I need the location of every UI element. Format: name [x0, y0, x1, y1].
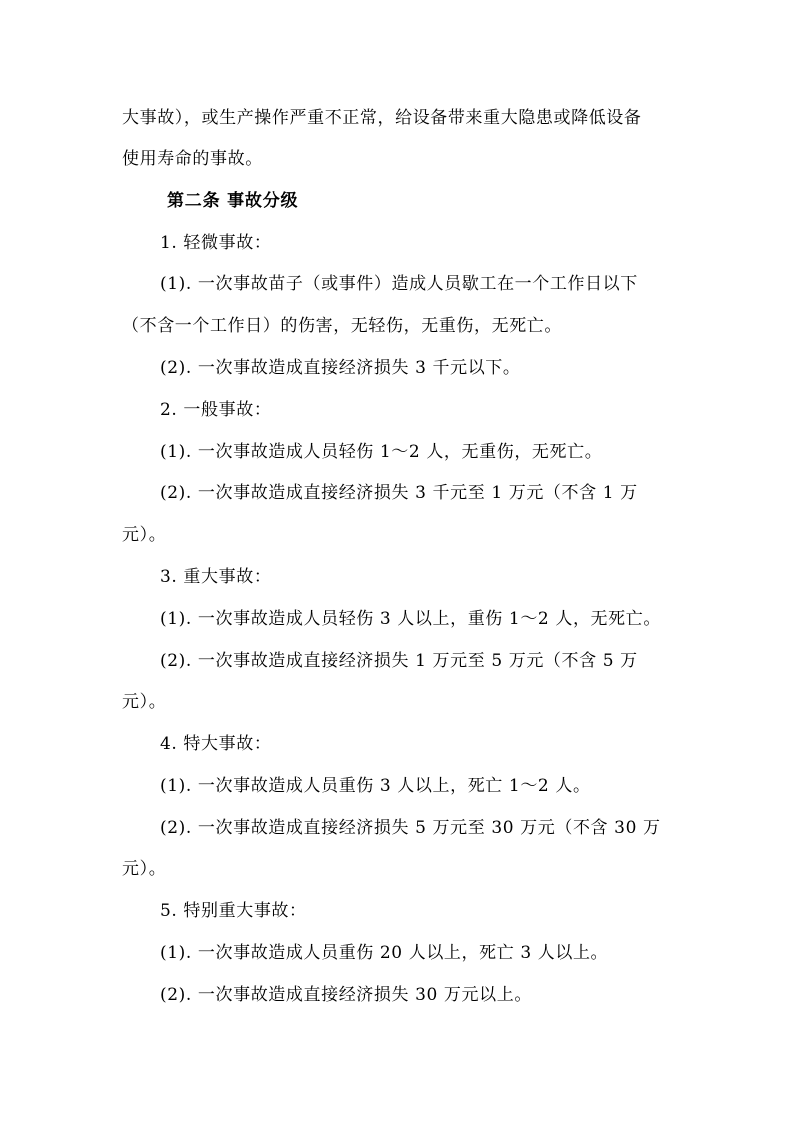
extremely-severe-item-1: (1). 一次事故造成人员重伤 20 人以上，死亡 3 人以上。	[160, 943, 609, 963]
major-item-1: (1). 一次事故造成人员轻伤 3 人以上，重伤 1～2 人，无死亡。	[160, 609, 661, 629]
section-heading-general: 2. 一般事故：	[160, 400, 272, 420]
severe-item-1: (1). 一次事故造成人员重伤 3 人以上，死亡 1～2 人。	[160, 776, 591, 796]
minor-item-2: (2). 一次事故造成直接经济损失 3 千元以下。	[160, 358, 521, 378]
article-heading: 第二条 事故分级	[167, 191, 299, 211]
section-heading-minor: 1. 轻微事故：	[160, 233, 272, 253]
general-item-2: (2). 一次事故造成直接经济损失 3 千元至 1 万元（不含 1 万	[160, 483, 638, 503]
major-item-2: (2). 一次事故造成直接经济损失 1 万元至 5 万元（不含 5 万	[160, 651, 638, 671]
minor-item-1-continuation: （不含一个工作日）的伤害，无轻伤，无重伤，无死亡。	[122, 316, 562, 336]
section-heading-severe: 4. 特大事故：	[160, 734, 272, 754]
paragraph-continuation: 大事故），或生产操作严重不正常，给设备带来重大隐患或降低设备	[122, 108, 642, 128]
paragraph-continuation-end: 使用寿命的事故。	[122, 149, 263, 169]
section-heading-extremely-severe: 5. 特别重大事故：	[160, 901, 307, 921]
severe-item-2: (2). 一次事故造成直接经济损失 5 万元至 30 万元（不含 30 万	[160, 818, 661, 838]
extremely-severe-item-2: (2). 一次事故造成直接经济损失 30 万元以上。	[160, 985, 532, 1005]
minor-item-1: (1). 一次事故苗子（或事件）造成人员歇工在一个工作日以下	[160, 274, 638, 294]
general-item-1: (1). 一次事故造成人员轻伤 1～2 人，无重伤，无死亡。	[160, 442, 603, 462]
general-item-2-continuation: 元）。	[122, 525, 167, 545]
section-heading-major: 3. 重大事故：	[160, 567, 272, 587]
severe-item-2-continuation: 元）。	[122, 859, 167, 879]
major-item-2-continuation: 元）。	[122, 692, 167, 712]
